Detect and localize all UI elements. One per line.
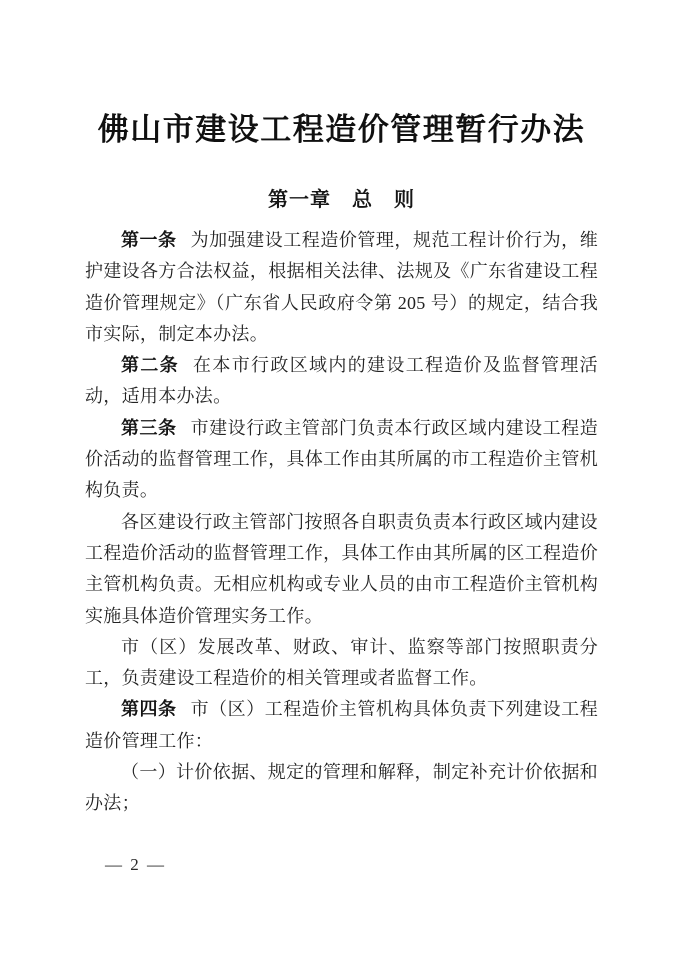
paragraph-article-3: [85, 413, 598, 507]
chapter-heading: 第一章 总 则: [268, 189, 415, 211]
paragraph-article-1: [85, 225, 598, 350]
item-1-text: （一）计价依据、规定的管理和解释，制定补充计价依据和办法；: [85, 762, 598, 814]
paragraph-5-text: 市（区）发展改革、财政、审计、监察等部门按照职责分工，负责建设工程造价的相关管理或者监督工作。: [85, 636, 598, 689]
paragraph-article-4: [85, 694, 598, 757]
paragraph-article-3-cont-2: [85, 632, 598, 695]
article-2-label: 第二条: [121, 355, 179, 376]
article-4-text: 市（区）工程造价主管机构具体负责下列建设工程造价管理工作：: [85, 699, 598, 751]
article-2-text: 在本市行政区域内的建设工程造价及监督管理活动，适用本办法。: [85, 355, 598, 407]
page-number: — 2 —: [105, 854, 166, 874]
document-body: [85, 225, 598, 820]
article-1-label: 第一条: [121, 230, 177, 250]
article-3-label: 第三条: [121, 417, 177, 438]
paragraph-4-text: 各区建设行政主管部门按照各自职责负责本行政区域内建设工程造价活动的监督管理工作，具体工作由其所属的区工程造价主管机构负责。无相应机构或专业人员的由市工程造价主管机构实施具体造价管理实务工作。: [85, 511, 598, 626]
article-4-label: 第四条: [121, 699, 177, 720]
article-3-text: 市建设行政主管部门负责本行政区域内建设工程造价活动的监督管理工作，具体工作由其所属的市工程造价主管机构负责。: [85, 417, 598, 501]
article-1-text: 为加强建设工程造价管理，规范工程计价行为，维护建设各方合法权益，根据相关法律、法规及《广东省建设工程造价管理规定》（广东省人民政府令第 205 号）的规定，结合我市实际，制定本办法。: [85, 230, 598, 344]
document-title: 佛山市建设工程造价管理暂行办法: [97, 112, 586, 147]
paragraph-article-3-cont-1: [85, 507, 598, 632]
paragraph-article-2: [85, 350, 598, 413]
paragraph-item-1: [85, 757, 598, 820]
